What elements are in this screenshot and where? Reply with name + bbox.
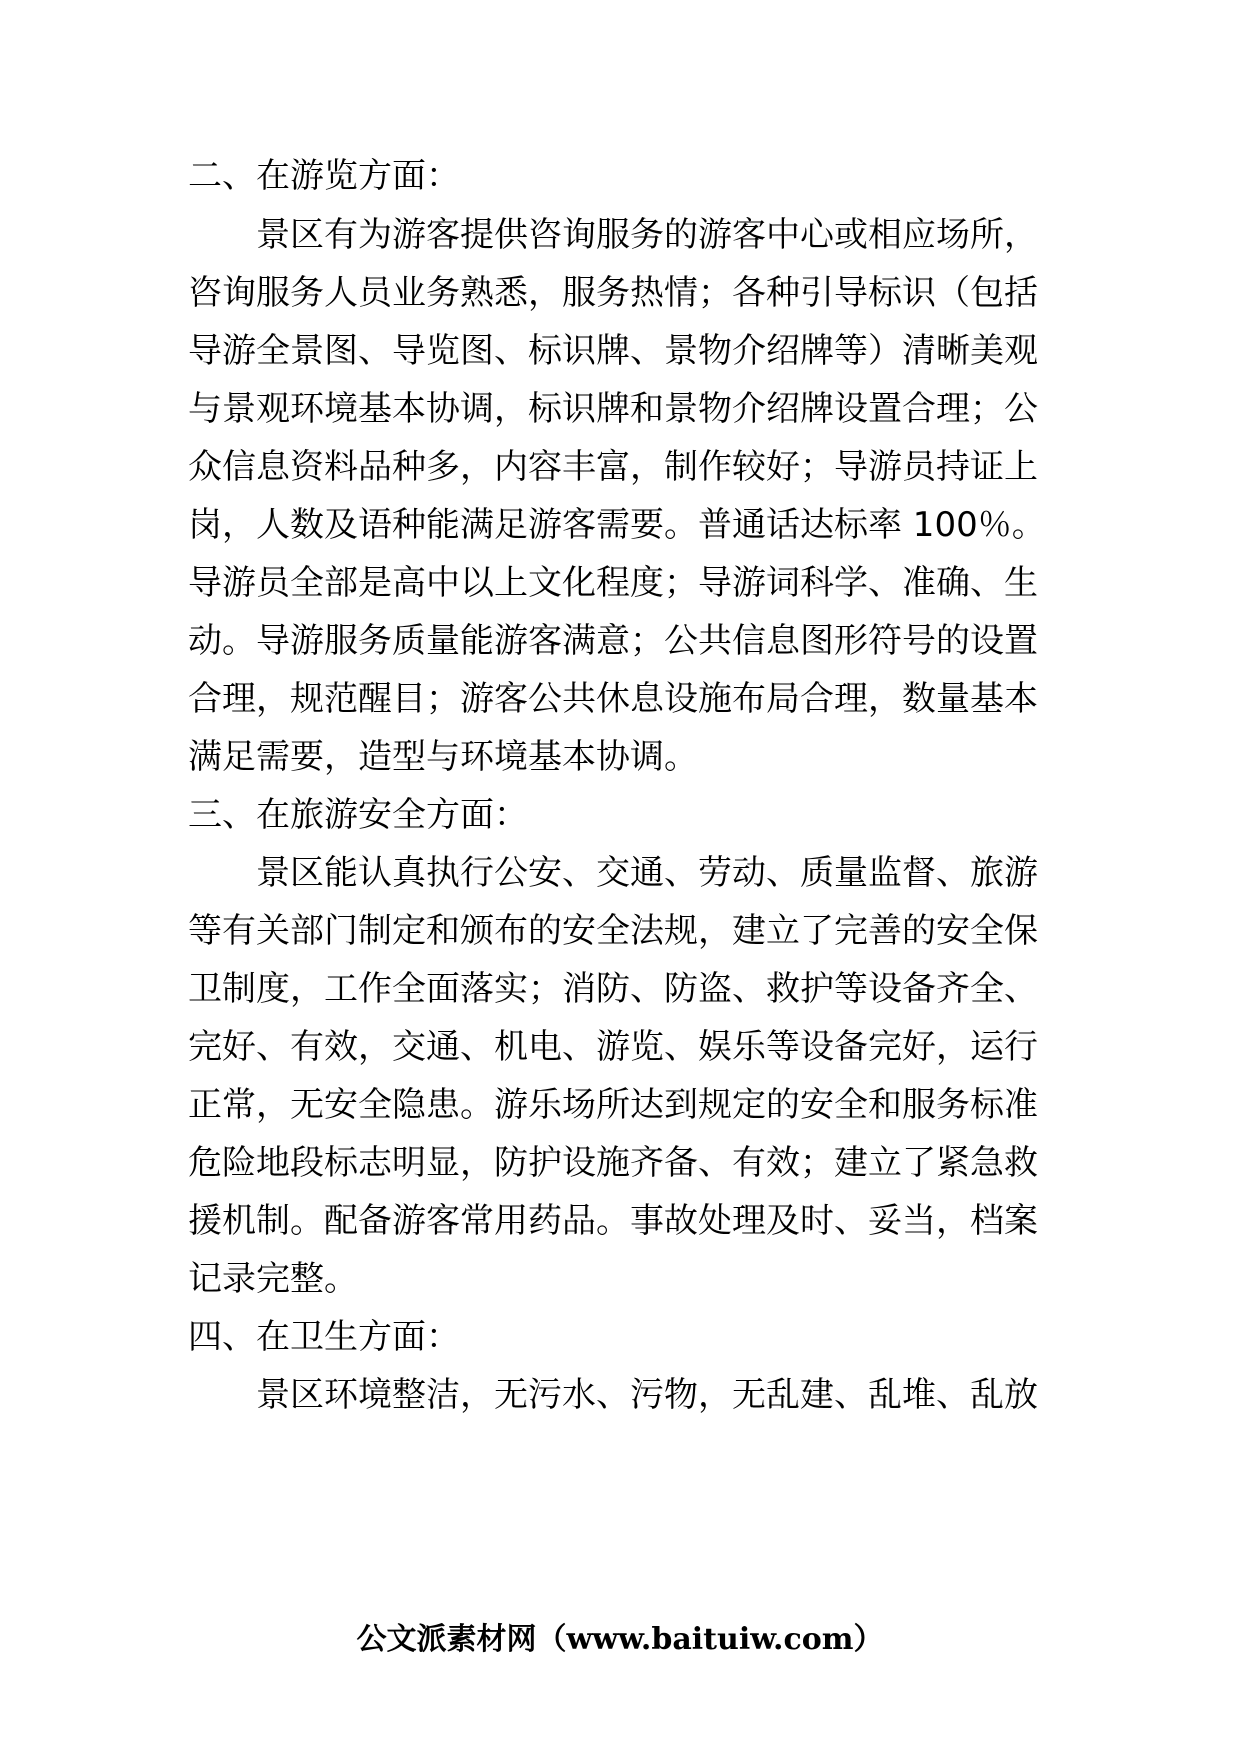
body-line: 援机制。配备游客常用药品。事故处理及时、妥当，档案 xyxy=(188,1201,1038,1241)
body-line: 合理，规范醒目；游客公共休息设施布局合理，数量基本 xyxy=(188,679,1038,719)
body-line: 完好、有效，交通、机电、游览、娱乐等设备完好，运行 xyxy=(188,1027,1038,1067)
section-heading-tour: 二、在游览方面： xyxy=(188,156,460,196)
body-line: 导游员全部是高中以上文化程度；导游词科学、准确、生 xyxy=(188,563,1038,603)
body-line: 导游全景图、导览图、标识牌、景物介绍牌等）清晰美观 xyxy=(188,331,1038,371)
body-line: 众信息资料品种多，内容丰富，制作较好；导游员持证上 xyxy=(188,447,1038,487)
body-line: 正常，无安全隐患。游乐场所达到规定的安全和服务标准 xyxy=(188,1085,1038,1125)
body-line: 记录完整。 xyxy=(188,1259,358,1299)
body-line: 景区环境整洁，无污水、污物，无乱建、乱堆、乱放 xyxy=(188,1375,1038,1415)
body-line: 等有关部门制定和颁布的安全法规，建立了完善的安全保 xyxy=(188,911,1038,951)
section-heading-safety: 三、在旅游安全方面： xyxy=(188,795,528,835)
body-line: 卫制度，工作全面落实；消防、防盗、救护等设备齐全、 xyxy=(188,969,1038,1009)
body-line: 咨询服务人员业务熟悉，服务热情；各种引导标识（包括 xyxy=(188,273,1038,313)
body-line: 景区能认真执行公安、交通、劳动、质量监督、旅游 xyxy=(188,853,1038,893)
body-line: 岗，人数及语种能满足游客需要。普通话达标率 100％。 xyxy=(188,505,1046,545)
body-line: 景区有为游客提供咨询服务的游客中心或相应场所， xyxy=(188,215,1038,255)
body-line: 满足需要，造型与环境基本协调。 xyxy=(188,737,698,777)
body-line: 与景观环境基本协调，标识牌和景物介绍牌设置合理；公 xyxy=(188,389,1038,429)
section-heading-hygiene: 四、在卫生方面： xyxy=(188,1317,460,1357)
footer-watermark: 公文派素材网（www.baituiw.com） xyxy=(356,1622,884,1657)
body-line: 危险地段标志明显，防护设施齐备、有效；建立了紧急救 xyxy=(188,1143,1038,1183)
body-line: 动。导游服务质量能游客满意；公共信息图形符号的设置 xyxy=(188,621,1038,661)
